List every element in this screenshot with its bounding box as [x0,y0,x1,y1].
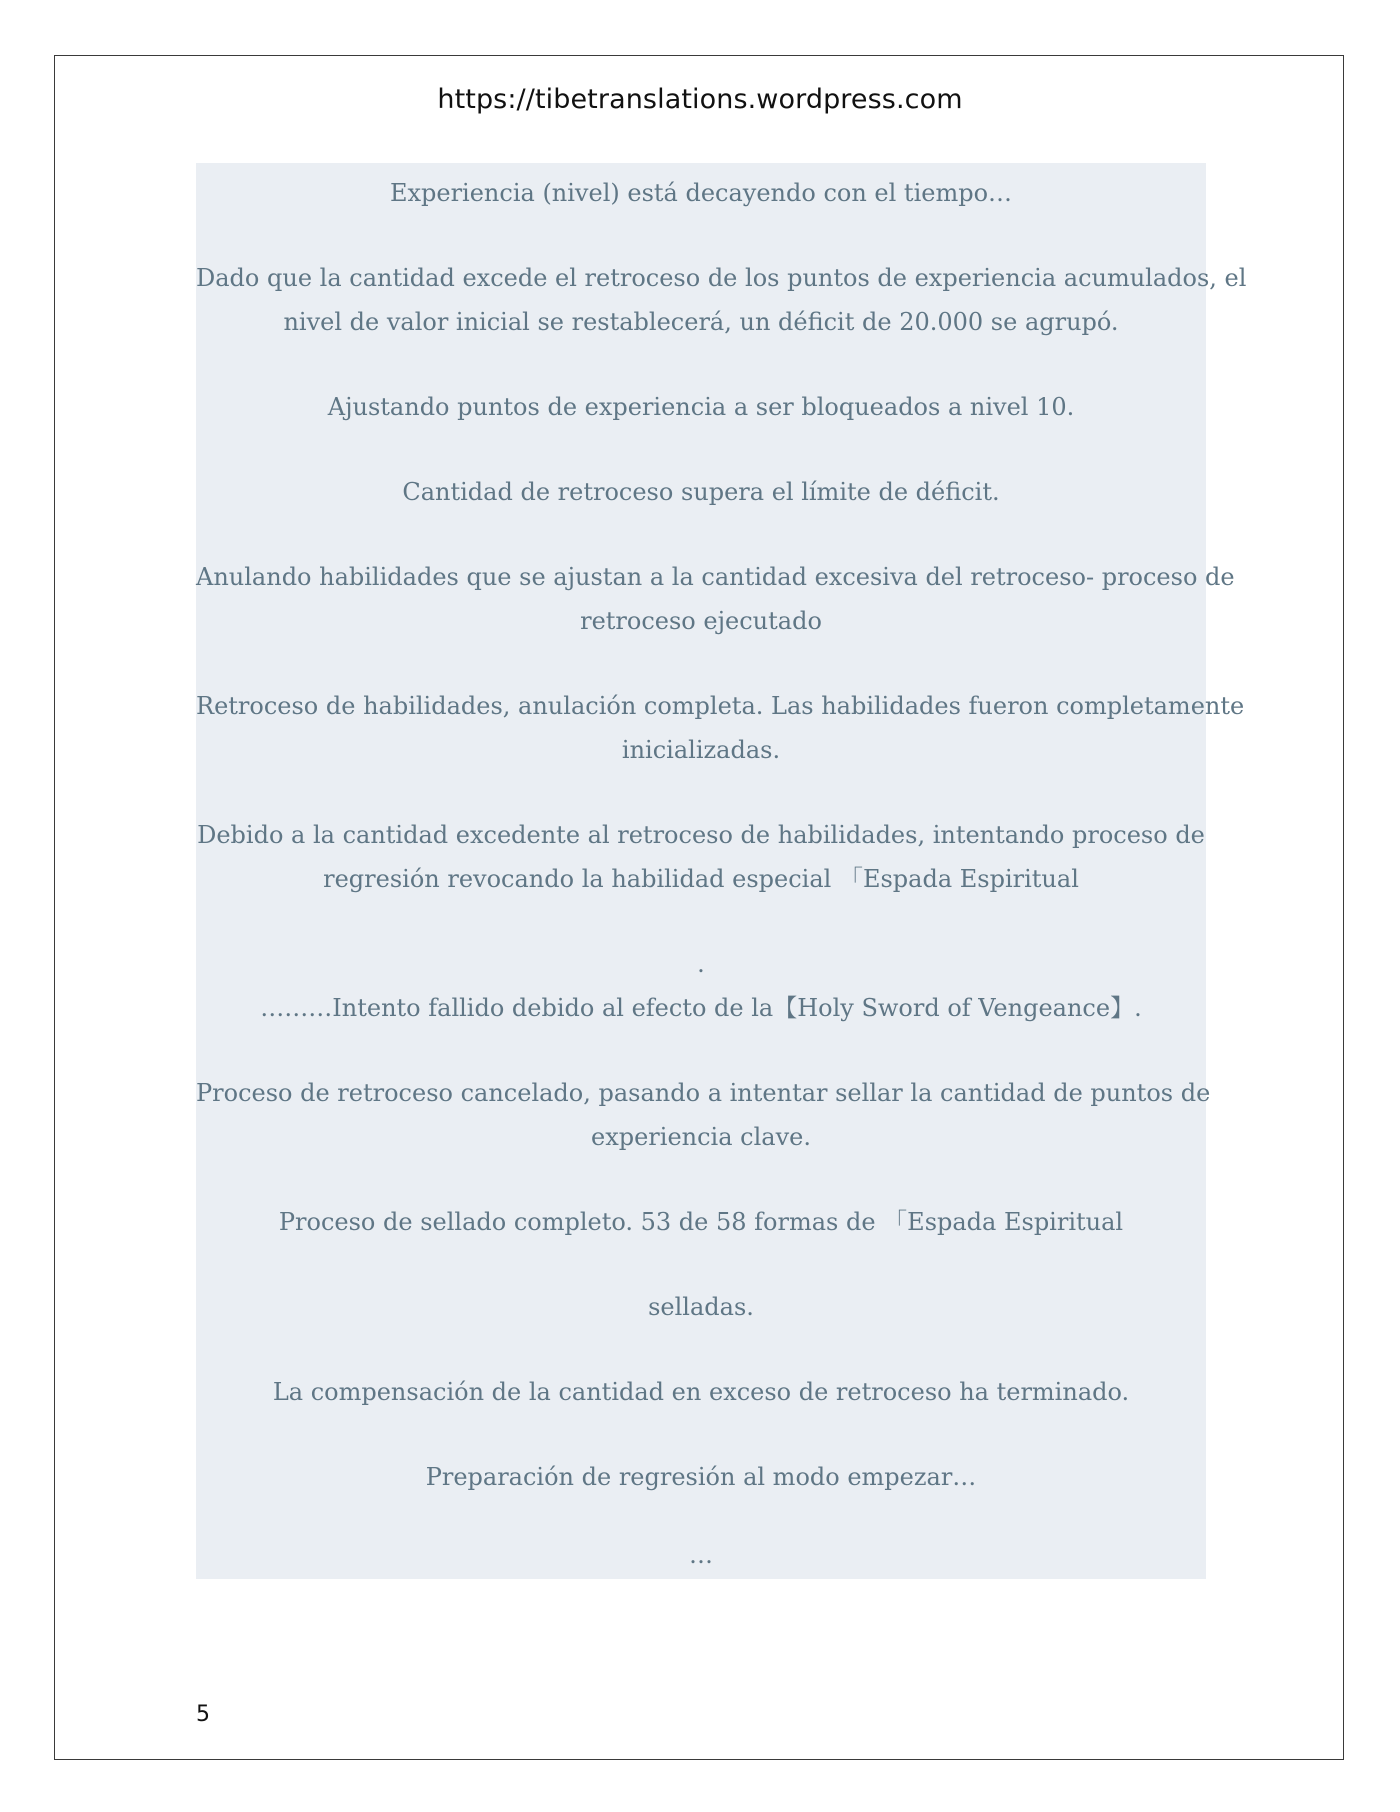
body-line: Cantidad de retroceso supera el límite de déficit. [402,478,1000,506]
body-line: retroceso ejecutado [580,607,822,635]
body-line: Debido a la cantidad excedente al retroceso de habilidades, intentando proceso de [197,821,1205,849]
body-line: Proceso de retroceso cancelado, pasando a intentar sellar la cantidad de puntos de [196,1079,1211,1107]
page-number: 5 [196,1702,210,1727]
body-line: … [689,1541,713,1569]
body-line: Ajustando puntos de experiencia a ser bloqueados a nivel 10. [327,393,1075,421]
text-panel [196,163,1247,1579]
header-url: https://tibetranslations.wordpress.com [437,84,963,115]
body-line: inicializadas. [621,736,781,764]
body-line: nivel de valor inicial se restablecerá, un déficit de 20.000 se agrupó. [283,308,1119,336]
body-line: selladas. [648,1293,754,1321]
body-line: regresión revocando la habilidad especial 「Espada Espiritual [323,865,1079,893]
body-line: Dado que la cantidad excede el retroceso de los puntos de experiencia acumulados, el [196,264,1247,292]
body-line: Retroceso de habilidades, anulación completa. Las habilidades fueron completamente [196,692,1245,720]
body-line: . [697,950,705,978]
body-line: experiencia clave. [591,1123,811,1151]
body-line: ………Intento fallido debido al efecto de la【Holy Sword of Vengeance】. [260,994,1142,1022]
body-line: Proceso de sellado completo. 53 de 58 formas de 「Espada Espiritual [278,1208,1124,1236]
body-line: Preparación de regresión al modo empezar… [425,1463,977,1491]
body-line: Anulando habilidades que se ajustan a la cantidad excesiva del retroceso- proceso de [196,563,1235,591]
body-line: La compensación de la cantidad en exceso de retroceso ha terminado. [272,1378,1130,1406]
body-line: Experiencia (nivel) está decayendo con el tiempo… [389,179,1013,207]
